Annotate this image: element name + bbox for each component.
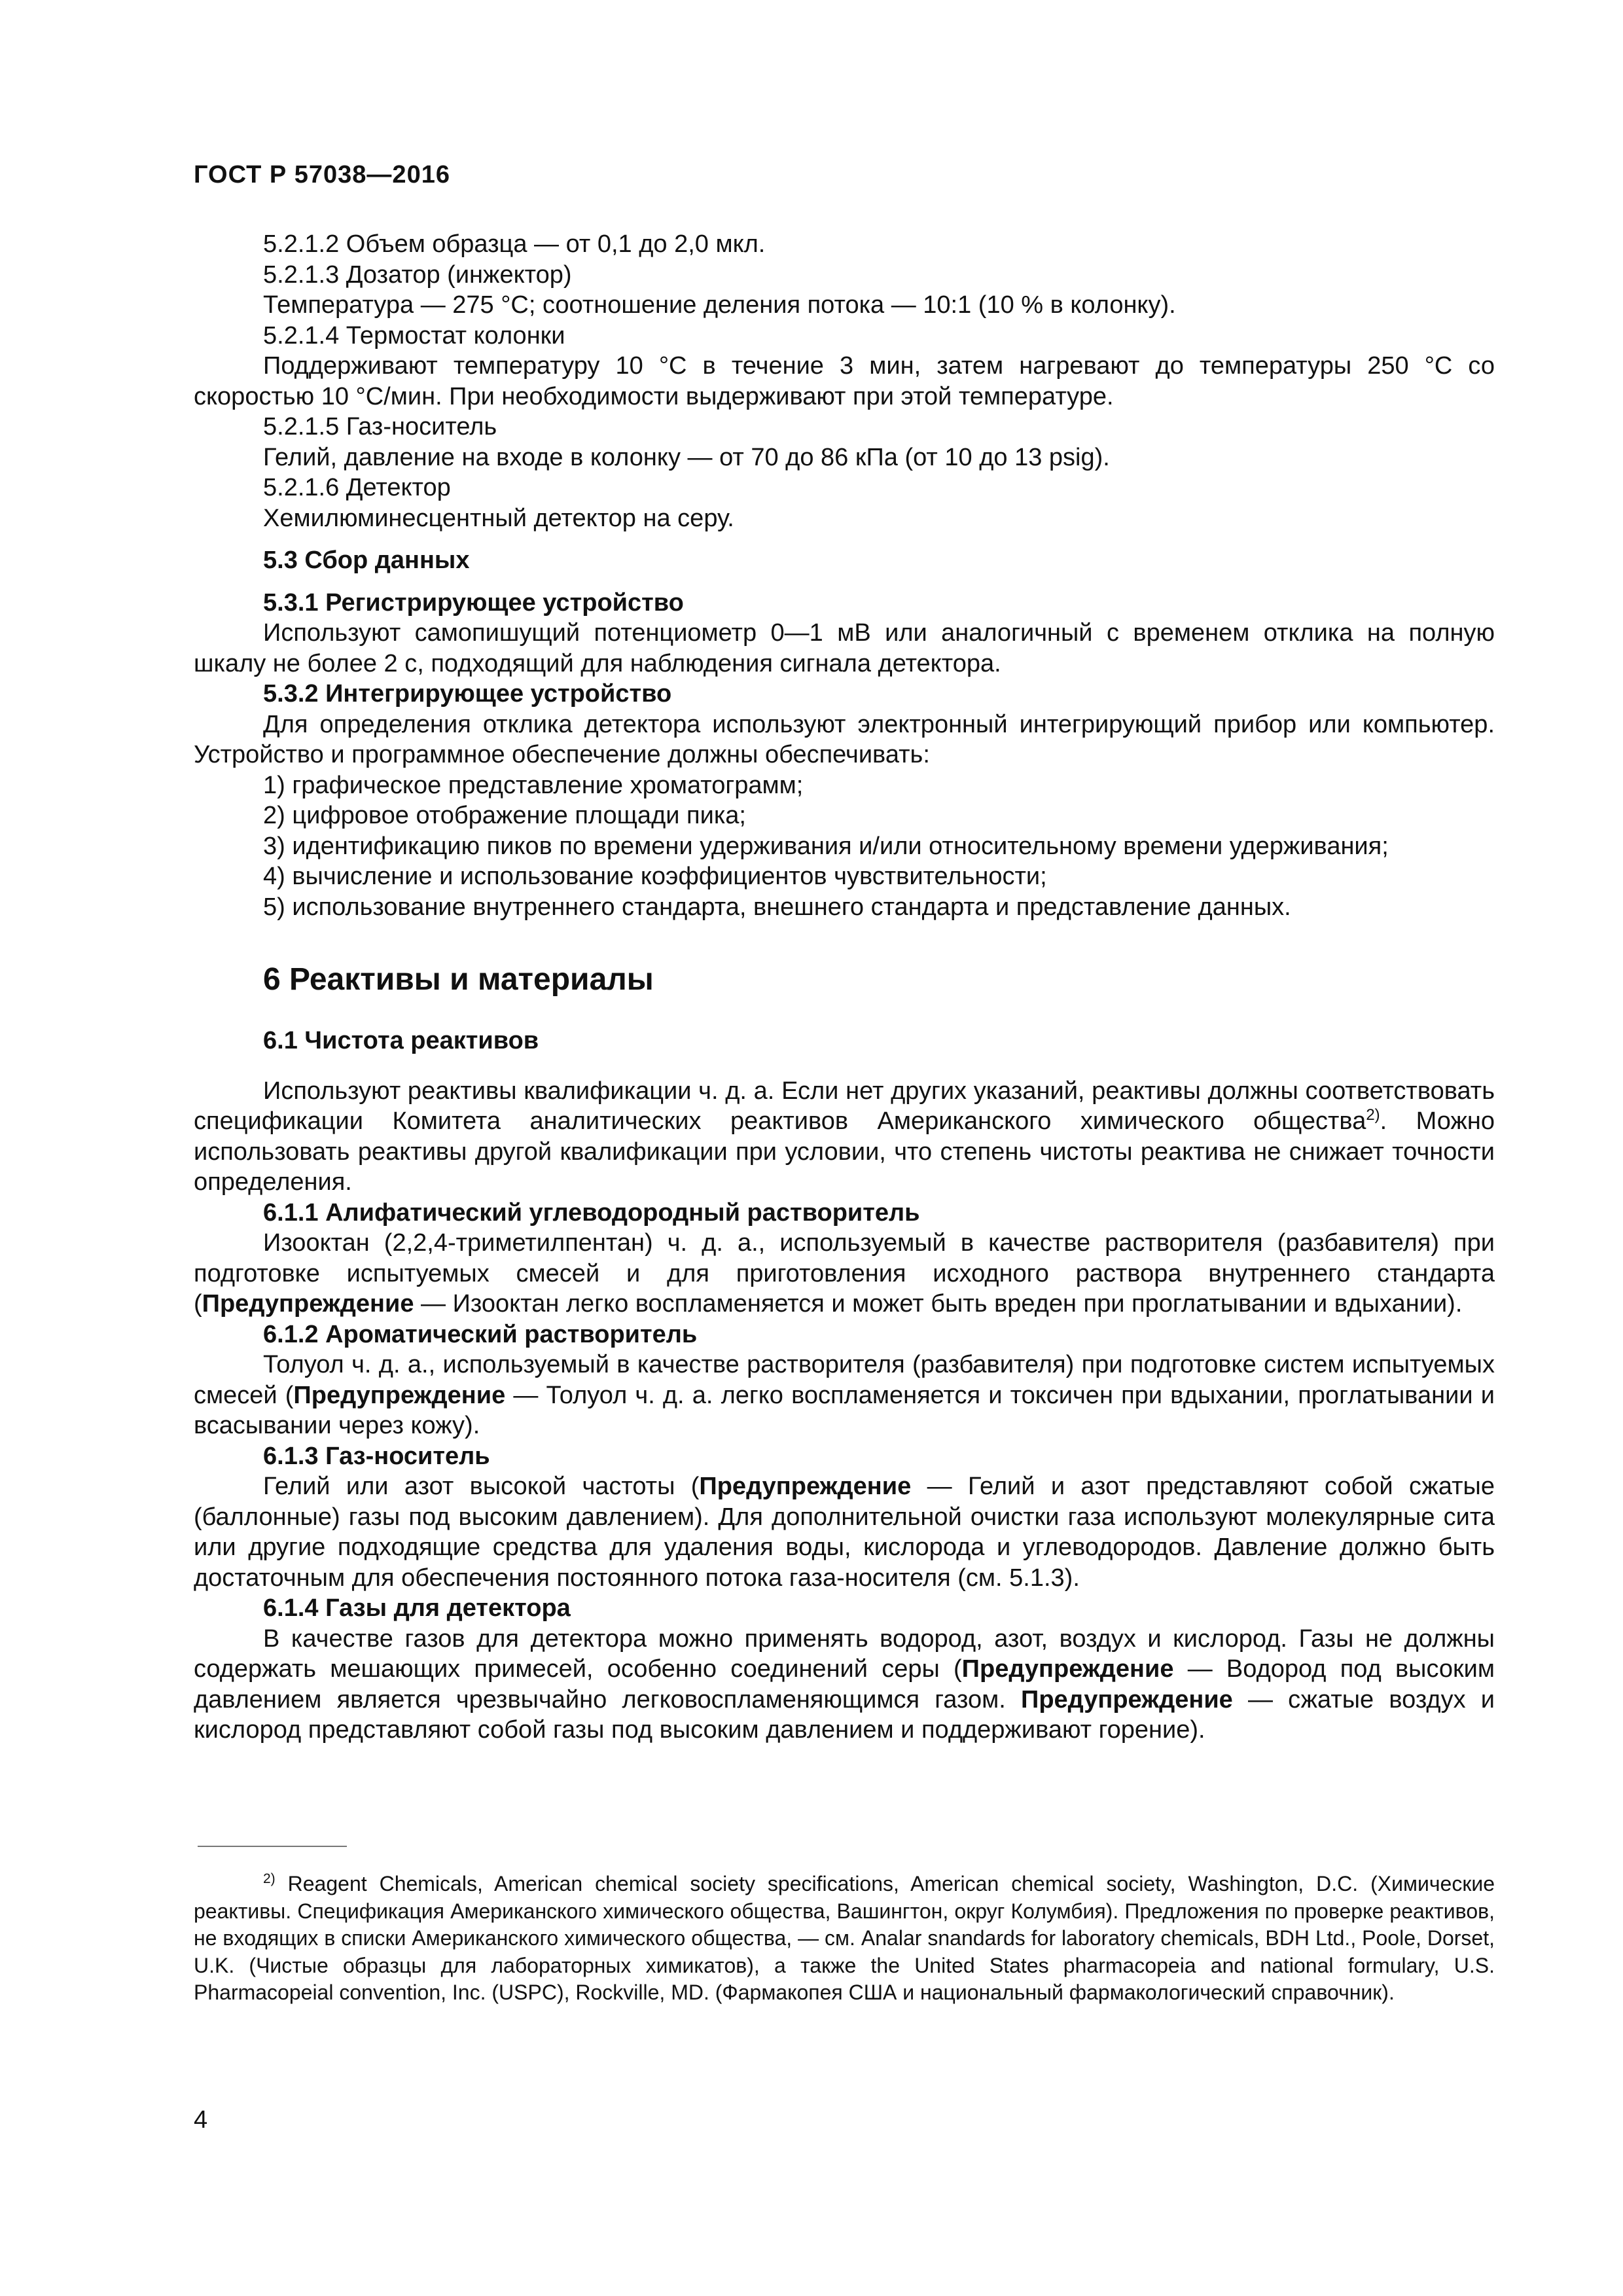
warning-label: Предупреждение bbox=[699, 1473, 912, 1500]
detector-gases-heading: 6.1.4 Газы для детектора bbox=[263, 1594, 571, 1622]
footnote bbox=[194, 1871, 1495, 2007]
carrier-gas-text: Гелий, давление на входе в колонку — от 70 до 86 кПа (от 10 до 13 psig). bbox=[263, 443, 1110, 471]
warning-label: Предупреждение bbox=[293, 1381, 506, 1409]
document-header: ГОСТ Р 57038—2016 bbox=[194, 161, 450, 188]
aromatic-solvent-text: Толуол ч. д. а., используемый в качестве растворителя (разбавителя) при подготовке систем испытуемых смесей (Предупреждение — Толуол ч. д. а. легко воспламеняется и токсичен при вдыхании, проглатывании и всасывании через кожу). bbox=[194, 1351, 1495, 1439]
recorder-heading: 5.3.1 Регистрирующее устройство bbox=[263, 588, 684, 617]
column-thermostat-title: 5.2.1.4 Термостат колонки bbox=[263, 321, 565, 350]
data-collection-heading: 5.3 Сбор данных bbox=[263, 547, 470, 574]
warning-label: Предупреждение bbox=[202, 1290, 414, 1318]
document-body bbox=[194, 229, 1495, 1746]
integrator-heading: 5.3.2 Интегрирующее устройство bbox=[263, 680, 672, 708]
carrier-gas-heading: 6.1.3 Газ-носитель bbox=[263, 1442, 490, 1470]
carrier-gas-section-text: Гелий или азот высокой частоты (Предупреждение — Гелий и азот представляют собой сжатые (баллонные) газы под высоким давлением). Для дополнительной очистки газа используют молекулярные сита или другие подходящие средства для удаления воды, кислорода и углеводородов. Давление должно быть достаточным для обеспечения постоянного потока газа-носителя (см. 5.1.3). bbox=[194, 1473, 1495, 1592]
carrier-gas-title: 5.2.1.5 Газ-носитель bbox=[263, 413, 497, 440]
reagent-purity-heading: 6.1 Чистота реактивов bbox=[263, 1027, 539, 1054]
recorder-text: Используют самопишущий потенциометр 0—1 мВ или аналогичный с временем отклика на полную шкалу не более 2 с, подходящий для наблюдения сигнала детектора. bbox=[194, 619, 1495, 677]
footnote-divider bbox=[198, 1846, 347, 1847]
page-number: 4 bbox=[194, 2106, 208, 2134]
column-thermostat-text: Поддерживают температуру 10 °С в течение 3 мин, затем нагревают до температуры 250 °С со скоростью 10 °С/мин. При необходимости выдерживают при этой температуре. bbox=[194, 352, 1495, 410]
aliphatic-solvent-text: Изооктан (2,2,4-триметилпентан) ч. д. а., используемый в качестве растворителя (разбавителя) при подготовке испытуемых смесей и для приготовления исходного раствора внутреннего стандарта (Предупреждение — Изооктан легко воспламеняется и может быть вреден при проглатывании и вдыхании). bbox=[194, 1229, 1495, 1318]
document-page bbox=[194, 0, 1495, 2296]
detector-gases-text: В качестве газов для детектора можно применять водород, азот, воздух и кислород. Газы не должны содержать мешающих примесей, особенно соединений серы (Предупреждение — Водород под высоким давлением является чрезвычайно легковоспламеняющимся газом. Предупреждение — сжатые воздух и кислород представляют собой газы под высоким давлением и поддерживают горение). bbox=[194, 1624, 1495, 1744]
aromatic-solvent-heading: 6.1.2 Ароматический растворитель bbox=[263, 1320, 698, 1348]
aliphatic-solvent-heading: 6.1.1 Алифатический углеводородный растворитель bbox=[263, 1198, 920, 1227]
detector-text: Хемилюминесцентный детектор на серу. bbox=[263, 504, 734, 532]
section-6-heading: 6 Реактивы и материалы bbox=[263, 962, 654, 997]
list-item: 1) графическое представление хроматограмм; bbox=[263, 771, 804, 799]
injector-title: 5.2.1.3 Дозатор (инжектор) bbox=[263, 260, 572, 289]
list-item: 3) идентификацию пиков по времени удерживания и/или относительному времени удерживания; bbox=[263, 832, 1389, 860]
list-item: 4) вычисление и использование коэффициентов чувствительности; bbox=[263, 863, 1047, 890]
footnote-ref: 2) bbox=[1366, 1106, 1380, 1124]
footnote-text: $^{2)}$ Reagent Chemicals, American chemical society specifications, American chemical society, Washington, D.C. (Химические реактивы. Спецификация Американского химического общества, Вашингтон, округ Колумбия). Предложения по проверке реактивов, не входящих в списки Американского химического общества, — см. Analar snandards for laboratory chemicals, BDH Ltd., Poole, Dorset, U.K. (Чистые образцы для лабораторных химикатов), а также the United States pharmacopeia and national formulary, U.S. Pharmacopeial convention, Inc. (USPC), Rockville, MD. (Фармакопея США и национальный фармакологический справочник). bbox=[194, 1871, 1495, 2004]
footnote-mark: 2) bbox=[263, 1871, 276, 1886]
warning-label: Предупреждение bbox=[961, 1655, 1174, 1683]
integrator-text: Для определения отклика детектора используют электронный интегрирующий прибор или компьютер. Устройство и программное обеспечение должны обеспечивать: bbox=[194, 710, 1495, 768]
warning-label: Предупреждение bbox=[1021, 1685, 1233, 1713]
sample-volume-line: 5.2.1.2 Объем образца — от 0,1 до 2,0 мкл. bbox=[263, 230, 766, 258]
reagent-purity-text: Используют реактивы квалификации ч. д. а. Если нет других указаний, реактивы должны соответствовать спецификации Комитета аналитических реактивов Американского химического общества$^{2)}$. Можно использовать реактивы другой квалификации при условии, что степень чистоты реактива не снижает точности определения. bbox=[194, 1077, 1495, 1196]
list-item: 2) цифровое отображение площади пика; bbox=[263, 802, 746, 829]
detector-title: 5.2.1.6 Детектор bbox=[263, 474, 451, 501]
list-item: 5) использование внутреннего стандарта, внешнего стандарта и представление данных. bbox=[263, 893, 1291, 921]
injector-text: Температура — 275 °С; соотношение деления потока — 10:1 (10 % в колонку). bbox=[263, 291, 1176, 319]
